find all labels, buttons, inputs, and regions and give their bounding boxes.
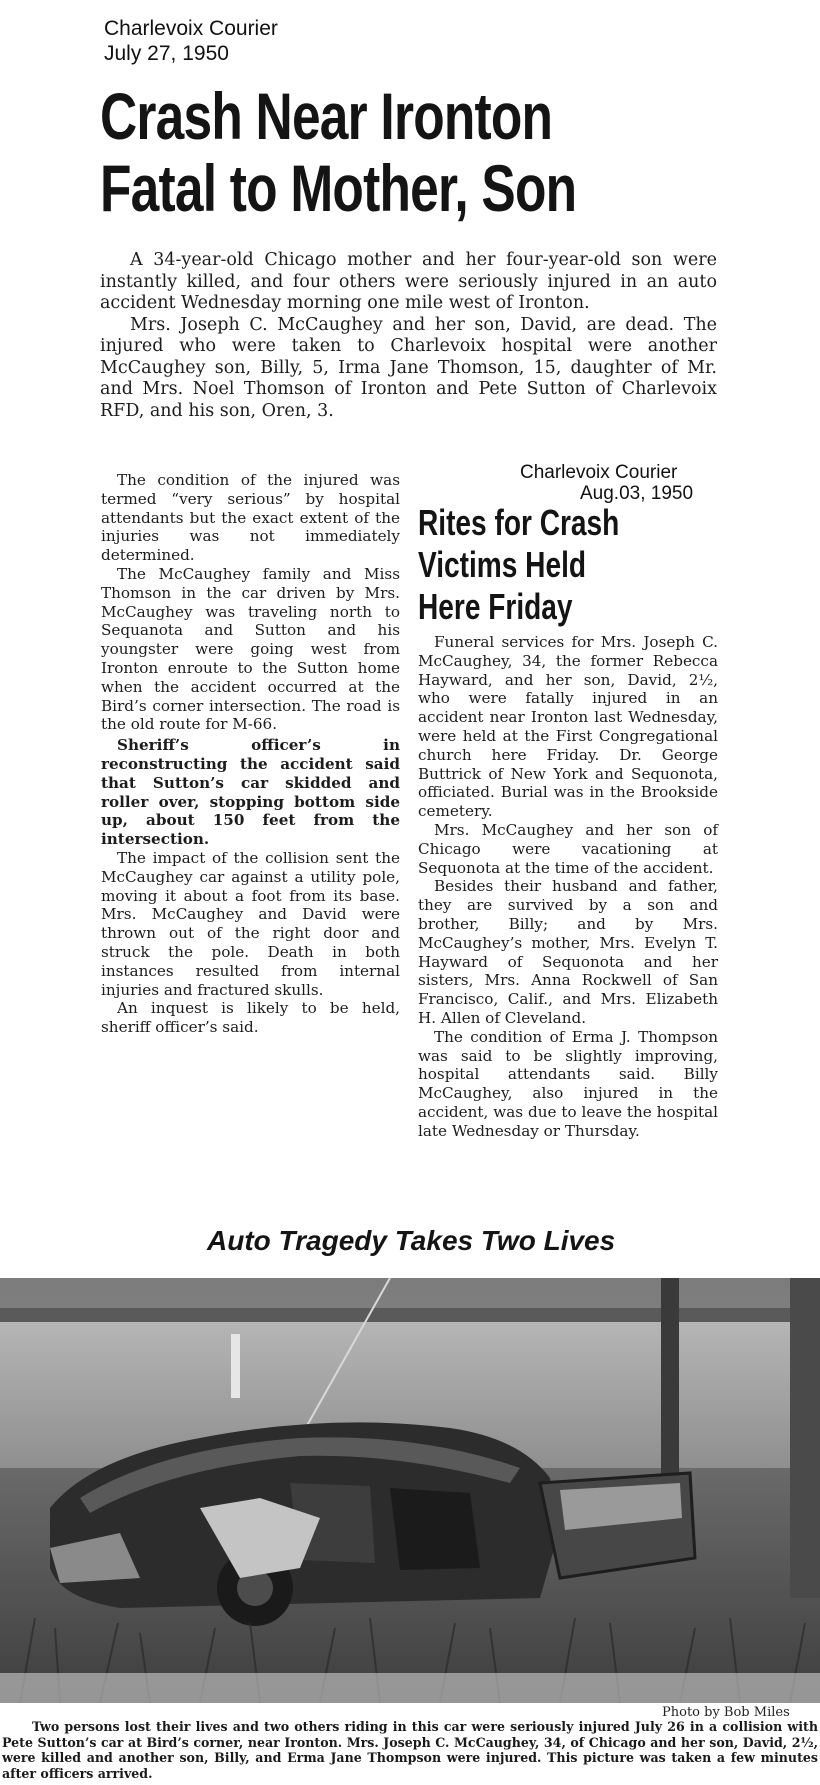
- sub-headline-line-3: Here Friday: [418, 586, 573, 627]
- left-column: [101, 471, 400, 1037]
- right-paragraph-4: The condition of Erma J. Thompson was said to be slightly improving, hospital attendants said. Billy McCaughey, also injured in the accident, was due to leave the hospital late Wednesday or Thursday.: [418, 1027, 718, 1140]
- sub-headline-line-1: Rites for Crash: [418, 502, 620, 543]
- right-column: [418, 633, 718, 1141]
- photo-caption: Two persons lost their lives and two others riding in this car were seriously injured July 26 in a collision with Pete Sutton’s car at Bird’s corner, near Ironton. Mrs. Joseph C. McCaughey, 34, of Chicago and her son, David, 2½, were killed and another son, Billy, and Erma Jane Thompson were injured. This picture was taken a few minutes after officers arrived.: [2, 1719, 818, 1781]
- lead-paragraph-1: A 34-year-old Chicago mother and her four-year-old son were instantly killed, and four others were seriously injured in an auto accident Wednesday morning one mile west of Ironton.: [100, 250, 717, 313]
- right-paragraph-3: Besides their husband and father, they are survived by a son and brother, Billy; and by Mrs. McCaughey’s mother, Mrs. Evelyn T. Hayward of Sequonota and her sisters, Mrs. Anna Rockwell of San Francisco, Calif., and Mrs. Elizabeth H. Allen of Cleveland.: [418, 877, 718, 1027]
- right-paragraph-1: Funeral services for Mrs. Joseph C. McCaughey, 34, the former Rebecca Hayward, and her son, David, 2½, who were fatally injured in an accident near Ironton last Wednesday, were held at the First Congregational church here Friday. Dr. George Buttrick of New York and Sequonota, officiated. Burial was in the Brookside cemetery.: [418, 633, 718, 821]
- source-label-2: [520, 462, 693, 504]
- photo-caption-block: [2, 1719, 818, 1781]
- wrecked-car-image: [0, 1278, 820, 1703]
- accident-photo: [0, 1278, 820, 1703]
- source-label-1: [104, 16, 278, 66]
- source-paper-name: Charlevoix Courier: [104, 17, 278, 40]
- source-date-2: Aug.03, 1950: [580, 483, 694, 504]
- left-paragraph-4: The impact of the collision sent the McCaughey car against a utility pole, moving it about a foot from its base. Mrs. McCaughey and David were thrown out of the right door and struck the pole. Death in both instances resulted from internal injuries and fractured skulls.: [101, 848, 400, 999]
- lead-article: [100, 250, 717, 422]
- sub-headline-line-2: Victims Held: [418, 544, 587, 585]
- photo-credit: Photo by Bob Miles: [662, 1705, 790, 1720]
- headline-line-2: Fatal to Mother, Son: [100, 151, 577, 225]
- source-date: July 27, 1950: [104, 42, 229, 65]
- source-paper-name-2: Charlevoix Courier: [520, 462, 678, 483]
- main-headline: [100, 80, 576, 224]
- sub-headline: [418, 502, 619, 628]
- left-paragraph-2: The McCaughey family and Miss Thomson in the car driven by Mrs. McCaughey was traveling north to Sequanota and Sutton and his youngster were going west from Ironton enroute to the Sutton home when the accident occurred at the Bird’s corner intersection. The road is the old route for M-66.: [101, 564, 400, 734]
- lead-paragraph-2: Mrs. Joseph C. McCaughey and her son, David, are dead. The injured who were taken to Charlevoix hospital were another McCaughey son, Billy, 5, Irma Jane Thomson, 15, daughter of Mr. and Mrs. Noel Thomson of Ironton and Pete Sutton of Charlevoix RFD, and his son, Oren, 3.: [100, 314, 717, 421]
- right-paragraph-2: Mrs. McCaughey and her son of Chicago were vacationing at Sequonota at the time of the accident.: [418, 820, 718, 877]
- left-paragraph-3: Sheriff’s officer’s in reconstructing the accident said that Sutton’s car skidded and roller over, stopping bottom side up, about 150 feet from the intersection.: [101, 736, 400, 849]
- left-paragraph-1: The condition of the injured was termed “very serious” by hospital attendants but the exact extent of the injuries was not immediately determined.: [101, 471, 400, 565]
- left-paragraph-5: An inquest is likely to be held, sheriff officer’s said.: [101, 999, 400, 1037]
- headline-line-1: Crash Near Ironton: [100, 79, 553, 153]
- photo-title: Auto Tragedy Takes Two Lives: [207, 1225, 616, 1256]
